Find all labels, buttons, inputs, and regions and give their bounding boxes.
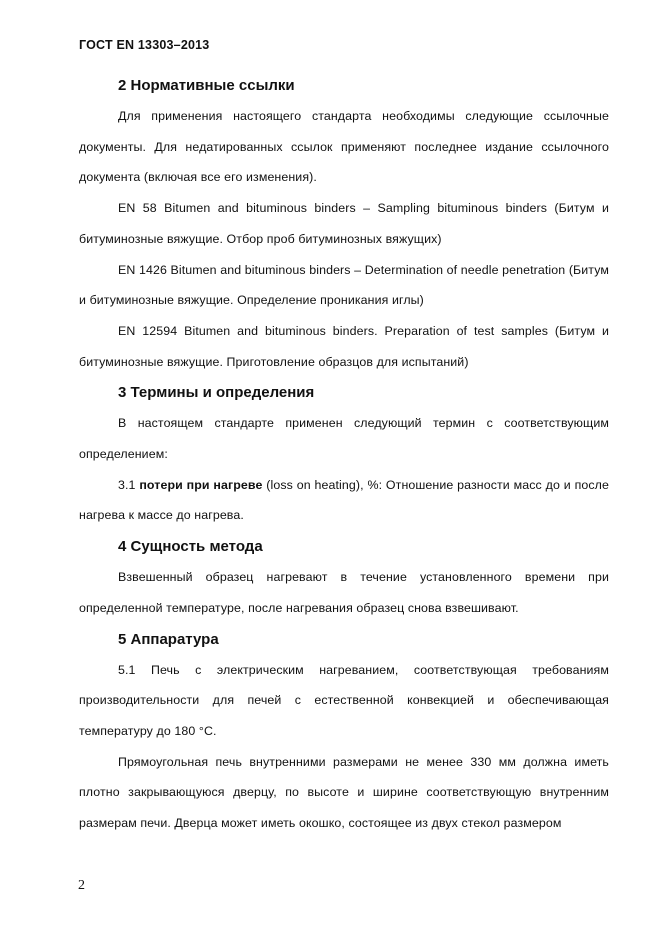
section-4-paragraph: Взвешенный образец нагревают в течение установленного времени при определенной температуре, после нагревания образец снова взвешивают.	[79, 570, 609, 615]
document-body	[79, 70, 609, 839]
term-definition-paragraph	[79, 470, 609, 531]
reference-en1426-paragraph: EN 1426 Bitumen and bituminous binders – Determination of needle penetration (Битум и битуминозные вяжущие. Определение проникания иглы)	[79, 262, 609, 308]
term-name: потери при нагреве	[139, 477, 263, 492]
section-3-heading: 3 Термины и определения	[118, 384, 315, 402]
term-number: 3.1	[118, 477, 140, 492]
oven-requirements-paragraph: 5.1 Печь с электрическим нагреванием, соответствующая требованиям производительности для печей с естественной конвекцией и обеспечивающая температуру до 180 °С.	[79, 662, 609, 738]
reference-en12594-paragraph: EN 12594 Bitumen and bituminous binders. Preparation of test samples (Битум и битуминозные вяжущие. Приготовление образцов для испытаний)	[79, 323, 609, 369]
document-code-header: ГОСТ EN 13303–2013	[79, 38, 210, 52]
section-2-heading: 2 Нормативные ссылки	[118, 77, 295, 94]
reference-en58-paragraph: EN 58 Bitumen and bituminous binders – Sampling bituminous binders (Битум и битуминозные вяжущие. Отбор проб битуминозных вяжущих)	[79, 201, 609, 246]
oven-dimensions-paragraph: Прямоугольная печь внутренними размерами не менее 330 мм должна иметь плотно закрывающуюся дверцу, по высоте и ширине соответствующую внутренним размерам печи. Дверца может иметь окошко, состоящее из двух стекол размером	[79, 754, 609, 831]
section-5-heading: 5 Аппаратура	[118, 630, 219, 648]
term-definition-text: (loss on heating), %: Отношение разности масс до и после нагрева к массе до нагрева.	[79, 477, 610, 523]
page-number: 2	[78, 878, 85, 893]
section-4-heading: 4 Сущность метода	[118, 538, 263, 556]
section-2-intro-paragraph: Для применения настоящего стандарта необходимы следующие ссылочные документы. Для недатированных ссылок применяют последнее издание ссылочного документа (включая все его изменения).	[79, 109, 609, 185]
section-3-intro-paragraph: В настоящем стандарте применен следующий термин с соответствующим определением:	[79, 416, 609, 462]
